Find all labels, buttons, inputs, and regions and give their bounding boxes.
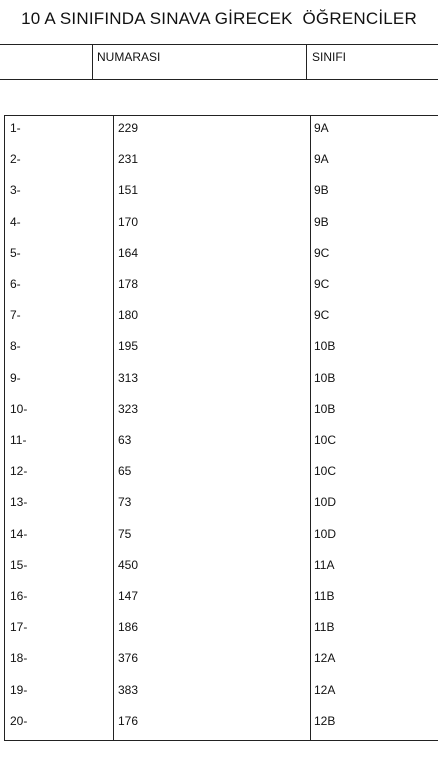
table-row [5, 678, 438, 709]
class-name: 9B [314, 214, 329, 229]
class-name: 12A [314, 651, 336, 666]
row-index: 19- [10, 682, 28, 697]
student-number: 450 [118, 557, 139, 572]
student-number: 323 [118, 401, 139, 416]
row-index: 17- [10, 620, 28, 635]
row-index: 16- [10, 589, 28, 603]
header-cell-sinifi: SINIFI [312, 50, 347, 64]
table-row [5, 147, 438, 178]
class-name: 11A [314, 557, 335, 572]
table-row [5, 241, 438, 272]
student-number: 151 [118, 183, 139, 198]
table-row [5, 646, 438, 677]
row-index: 12- [10, 464, 28, 479]
student-number: 176 [118, 713, 139, 728]
row-index: 8- [10, 339, 21, 354]
table-row [5, 709, 438, 740]
class-name: 9B [314, 183, 329, 198]
row-index: 14- [10, 526, 28, 541]
row-index: 13- [10, 495, 28, 510]
table-row [5, 553, 438, 584]
header-table [0, 44, 438, 80]
student-number: 170 [118, 214, 139, 229]
table-row [5, 210, 438, 241]
class-name: 10B [314, 401, 336, 416]
class-name: 10D [314, 526, 337, 541]
row-index: 6- [10, 277, 21, 291]
row-index: 11- [10, 433, 27, 447]
table-row [5, 397, 438, 428]
row-index: 2- [10, 152, 21, 167]
table-row [5, 584, 438, 615]
row-index: 4- [10, 214, 21, 229]
student-number: 180 [118, 308, 139, 323]
header-divider-1 [92, 45, 93, 80]
row-index: 10- [10, 401, 28, 416]
student-number: 231 [118, 152, 139, 167]
table-row [5, 178, 438, 209]
student-number: 73 [118, 495, 132, 510]
class-name: 10D [314, 495, 337, 510]
row-index: 18- [10, 651, 28, 666]
student-number: 63 [118, 433, 132, 447]
student-number: 147 [118, 589, 139, 603]
class-name: 9C [314, 245, 330, 260]
table-row [5, 615, 438, 646]
class-name: 11B [314, 589, 335, 603]
row-index: 7- [10, 308, 21, 323]
class-name: 10B [314, 370, 336, 385]
class-name: 10B [314, 339, 336, 354]
class-name: 10C [314, 464, 337, 479]
table-row [5, 459, 438, 490]
row-index: 5- [10, 245, 21, 260]
header-divider-2 [306, 45, 307, 80]
class-name: 9A [314, 121, 329, 135]
header-cell-numarasi: NUMARASI [97, 50, 161, 64]
student-number: 178 [118, 277, 139, 291]
row-index: 9- [10, 370, 21, 385]
class-name: 12B [314, 713, 336, 728]
table-row [5, 303, 438, 334]
student-number: 313 [118, 370, 139, 385]
table-row [5, 428, 438, 459]
page-title: 10 A SINIFINDA SINAVA GİRECEK ÖĞRENCİLER [21, 9, 417, 28]
student-number: 65 [118, 464, 132, 479]
student-number: 164 [118, 245, 139, 260]
class-name: 9C [314, 277, 330, 291]
table-row [5, 272, 438, 303]
row-index: 20- [10, 713, 28, 728]
table-row [5, 334, 438, 365]
row-index: 3- [10, 183, 21, 198]
table-row [5, 522, 438, 553]
student-number: 195 [118, 339, 139, 354]
student-number: 383 [118, 682, 139, 697]
class-name: 9A [314, 152, 329, 167]
table-row [5, 116, 438, 147]
class-name: 12A [314, 682, 336, 697]
row-index: 1- [10, 121, 21, 135]
student-number: 186 [118, 620, 139, 635]
student-number: 229 [118, 121, 139, 135]
student-number: 75 [118, 526, 132, 541]
student-table [4, 115, 438, 741]
row-index: 15- [10, 557, 28, 572]
table-row [5, 366, 438, 397]
table-row [5, 490, 438, 521]
class-name: 9C [314, 308, 330, 323]
class-name: 10C [314, 433, 337, 447]
student-number: 376 [118, 651, 139, 666]
class-name: 11B [314, 620, 335, 635]
